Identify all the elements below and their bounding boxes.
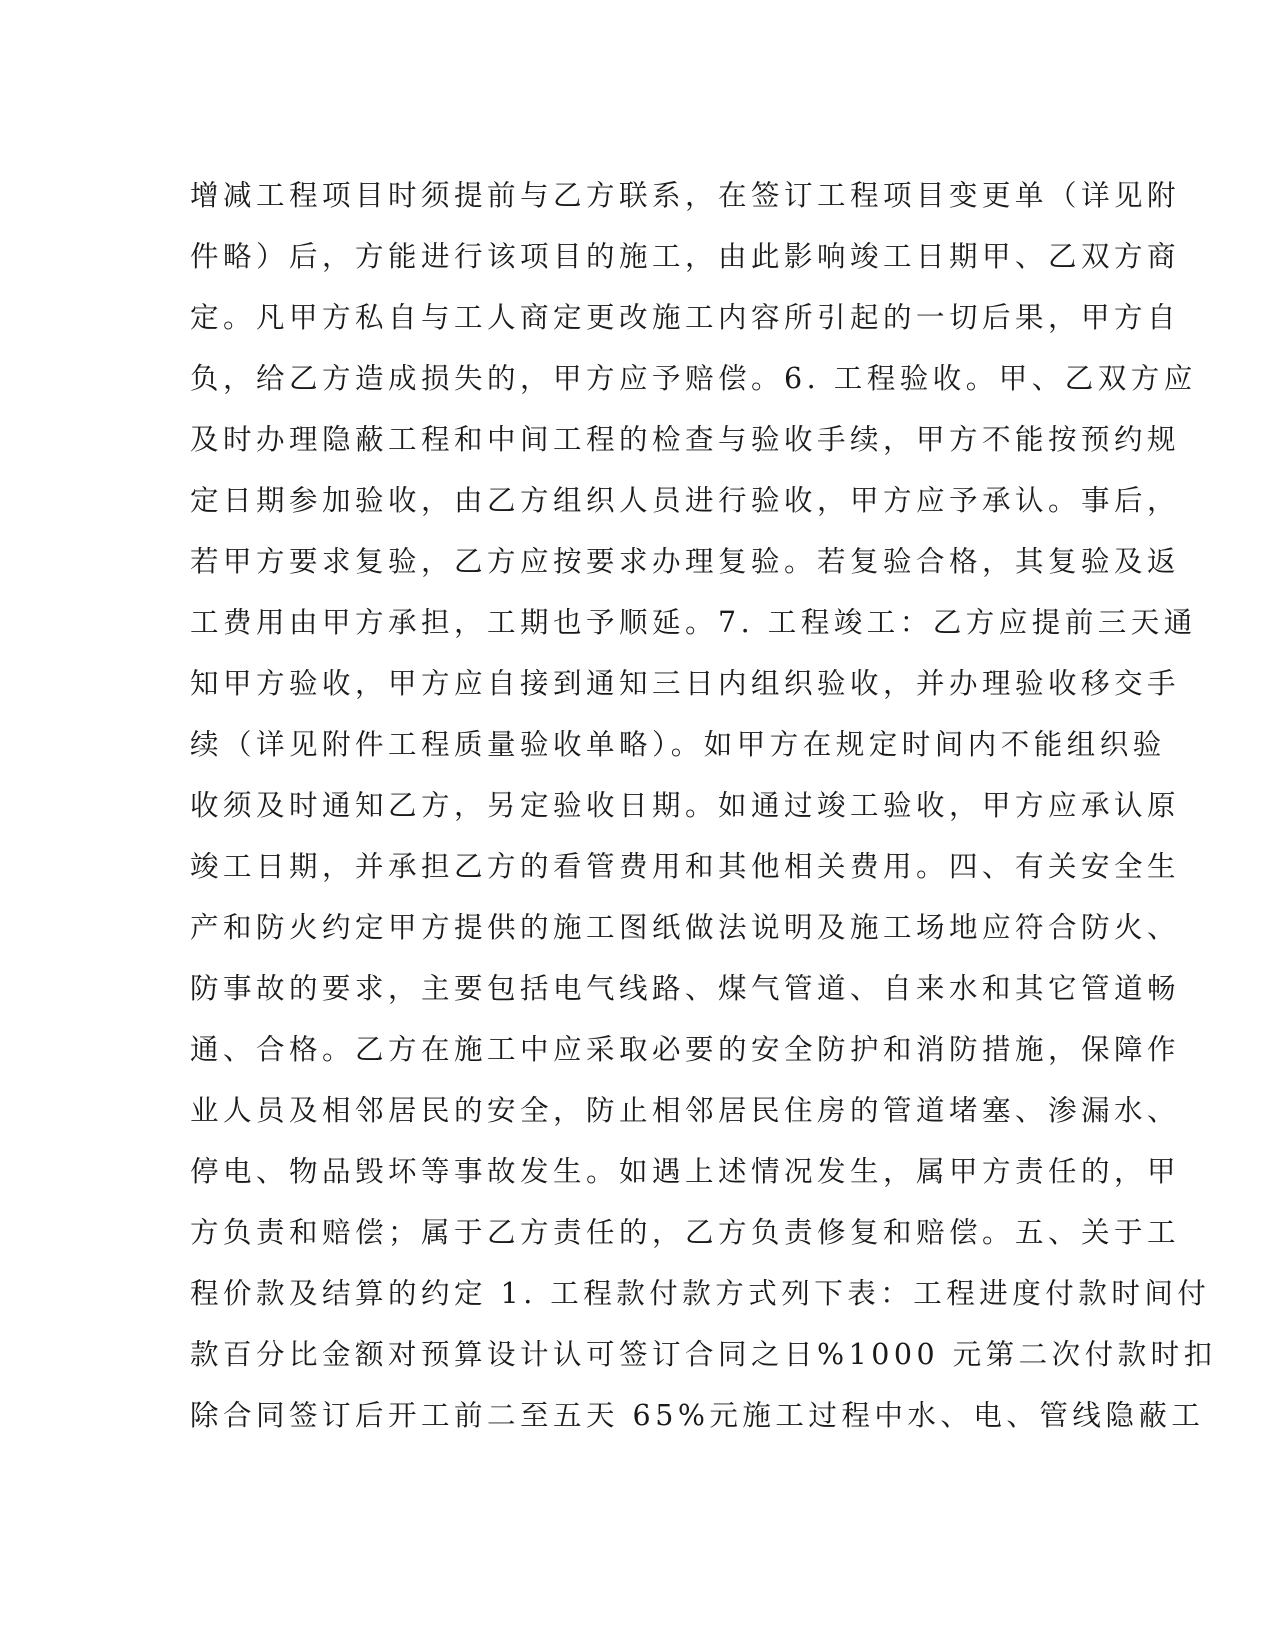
text-line: 停电、物品毁坏等事故发生。如遇上述情况发生，属甲方责任的，甲 xyxy=(190,1155,1181,1188)
text-line: 定。凡甲方私自与工人商定更改施工内容所引起的一切后果，甲方自 xyxy=(190,301,1181,334)
text-line: 若甲方要求复验，乙方应按要求办理复验。若复验合格，其复验及返 xyxy=(190,545,1181,578)
text-line: 通、合格。乙方在施工中应采取必要的安全防护和消防措施，保障作 xyxy=(190,1033,1181,1066)
text-line: 及时办理隐蔽工程和中间工程的检查与验收手续，甲方不能按预约规 xyxy=(190,423,1181,456)
text-line: 定日期参加验收，由乙方组织人员进行验收，甲方应予承认。事后， xyxy=(190,484,1181,517)
body-text xyxy=(190,165,1217,1446)
text-line: 款百分比金额对预算设计认可签订合同之日%1000 元第二次付款时扣 xyxy=(190,1338,1217,1371)
text-line: 程价款及结算的约定 1. 工程款付款方式列下表：工程进度付款时间付 xyxy=(190,1277,1211,1310)
text-line: 产和防火约定甲方提供的施工图纸做法说明及施工场地应符合防火、 xyxy=(190,911,1181,944)
text-line: 方负责和赔偿；属于乙方责任的，乙方负责修复和赔偿。五、关于工 xyxy=(190,1216,1181,1249)
text-line: 增减工程项目时须提前与乙方联系，在签订工程项目变更单（详见附 xyxy=(190,179,1181,212)
text-line: 业人员及相邻居民的安全，防止相邻居民住房的管道堵塞、渗漏水、 xyxy=(190,1094,1181,1127)
text-line: 收须及时通知乙方，另定验收日期。如通过竣工验收，甲方应承认原 xyxy=(190,789,1181,822)
text-line: 工费用由甲方承担，工期也予顺延。7. 工程竣工：乙方应提前三天通 xyxy=(190,606,1197,639)
text-line: 负，给乙方造成损失的，甲方应予赔偿。6. 工程验收。甲、乙双方应 xyxy=(190,362,1197,395)
text-line: 知甲方验收，甲方应自接到通知三日内组织验收，并办理验收移交手 xyxy=(190,667,1181,700)
text-line: 除合同签订后开工前二至五天 65%元施工过程中水、电、管线隐蔽工 xyxy=(190,1399,1205,1432)
text-line: 件略）后，方能进行该项目的施工，由此影响竣工日期甲、乙双方商 xyxy=(190,240,1181,273)
text-line: 续（详见附件工程质量验收单略）。如甲方在规定时间内不能组织验 xyxy=(190,728,1166,761)
text-line: 防事故的要求，主要包括电气线路、煤气管道、自来水和其它管道畅 xyxy=(190,972,1181,1005)
text-line: 竣工日期，并承担乙方的看管费用和其他相关费用。四、有关安全生 xyxy=(190,850,1181,883)
